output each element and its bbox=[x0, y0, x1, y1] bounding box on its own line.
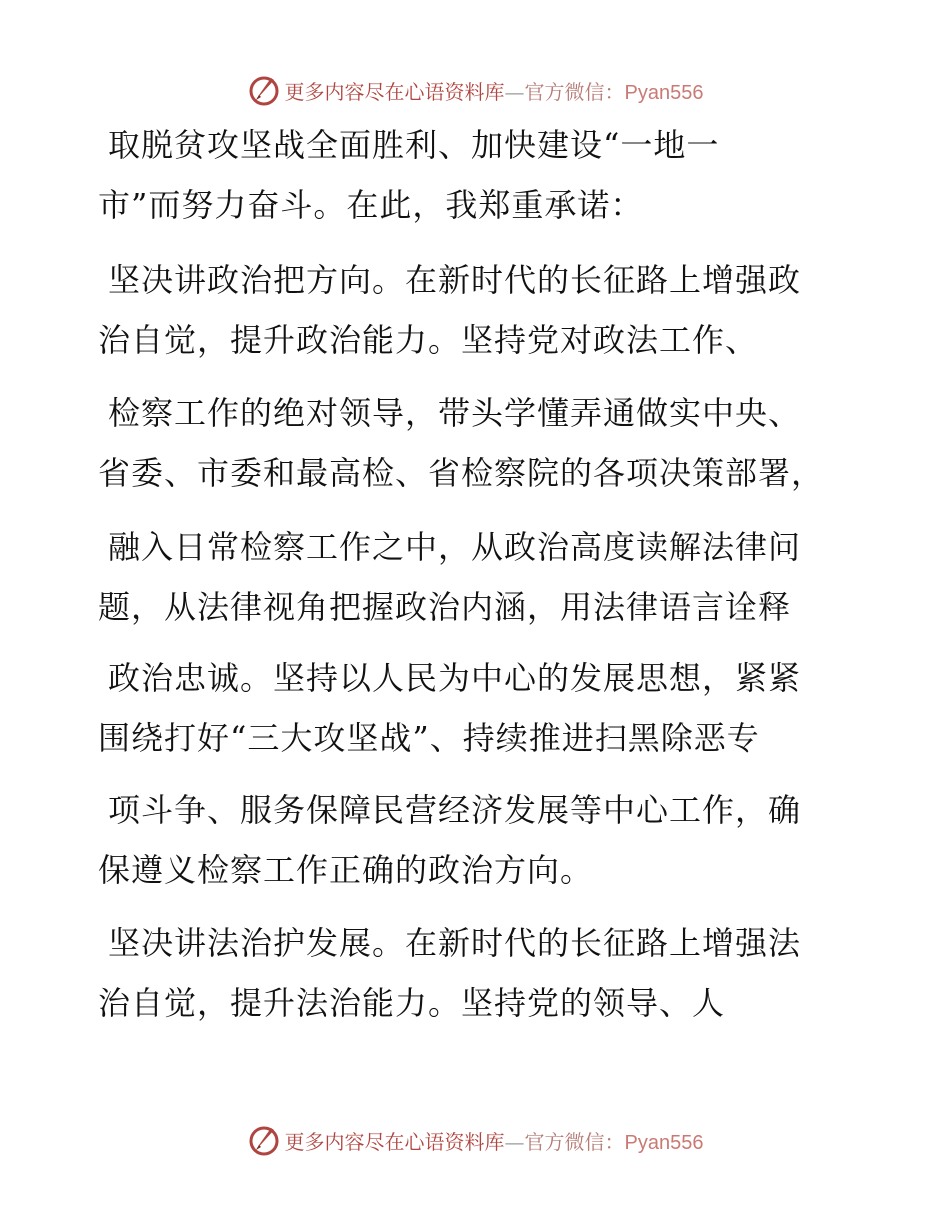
body-line: 保遵义检察工作正确的政治方向。 bbox=[98, 851, 594, 889]
body-line: 坚决讲政治把方向。在新时代的长征路上增强政 bbox=[108, 261, 802, 299]
watermark-wechat-label: 官方微信： bbox=[524, 79, 625, 104]
watermark-dash: — bbox=[504, 1129, 525, 1154]
footer-watermark bbox=[0, 1120, 950, 1160]
watermark-text bbox=[285, 76, 704, 105]
watermark-text bbox=[285, 1126, 704, 1155]
header-watermark bbox=[0, 70, 950, 110]
body-line: 项斗争、服务保障民营经济发展等中心工作，确 bbox=[108, 791, 802, 829]
body-line: 市”而努力奋斗。在此，我郑重承诺： bbox=[98, 186, 644, 224]
body-line: 题，从法律视角把握政治内涵，用法律语言诠释 bbox=[98, 588, 792, 626]
watermark-dash: — bbox=[504, 79, 525, 104]
body-line: 坚决讲法治护发展。在新时代的长征路上增强法 bbox=[108, 924, 802, 962]
watermark-main: 更多内容尽在心语资料库 bbox=[284, 79, 505, 104]
body-line: 治自觉，提升法治能力。坚持党的领导、人 bbox=[98, 984, 726, 1022]
body-line: 融入日常检察工作之中，从政治高度读解法律问 bbox=[108, 528, 802, 566]
body-line: 治自觉，提升政治能力。坚持党对政法工作、 bbox=[98, 321, 759, 359]
body-line: 取脱贫攻坚战全面胜利、加快建设“一地一 bbox=[108, 126, 720, 164]
watermark-wechat-id: Pyan556 bbox=[624, 1131, 704, 1154]
body-line: 检察工作的绝对领导，带头学懂弄通做实中央、 bbox=[108, 394, 802, 432]
watermark-wechat-label: 官方微信： bbox=[524, 1129, 625, 1154]
quill-logo-icon bbox=[247, 73, 281, 107]
body-line: 省委、市委和最高检、省检察院的各项决策部署， bbox=[98, 454, 825, 492]
body-line: 围绕打好“三大攻坚战”、持续推进扫黑除恶专 bbox=[98, 719, 760, 757]
watermark-main: 更多内容尽在心语资料库 bbox=[284, 1129, 505, 1154]
quill-logo-icon bbox=[247, 1123, 281, 1157]
watermark-wechat-id: Pyan556 bbox=[624, 81, 704, 104]
body-line: 政治忠诚。坚持以人民为中心的发展思想，紧紧 bbox=[108, 659, 802, 697]
